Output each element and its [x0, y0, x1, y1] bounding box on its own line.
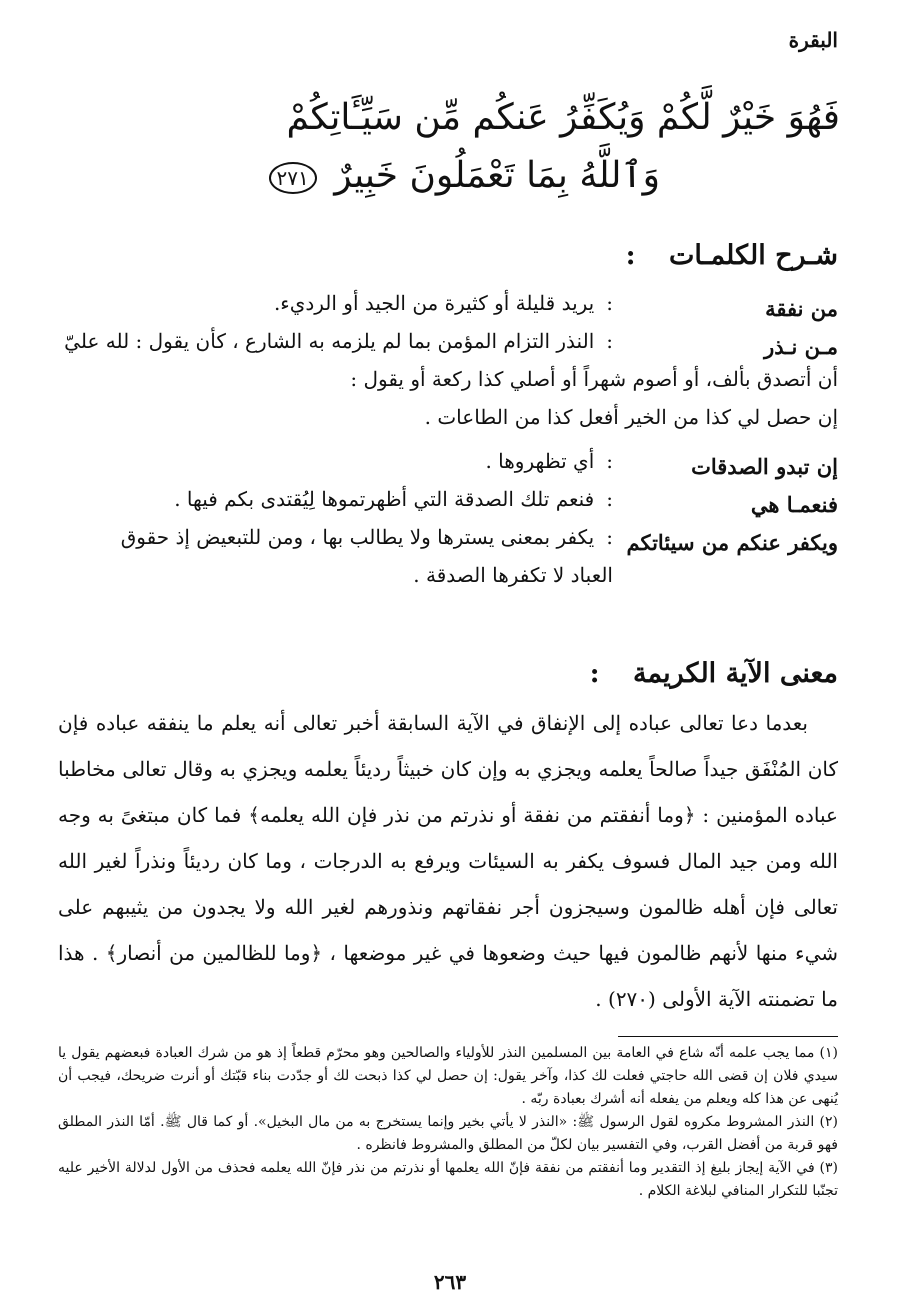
footnote-2: (٢) النذر المشروط مكروه لقول الرسول ﷺ: «النذر لا يأتي بخير وإنما يستخرج به من مال البخيل». أو كما قال ﷺ. أمّا النذر المطلق فهو قربة من أفضل القرب، وفي التفسير بيان لكلّ من المطلق والمشروط فانظره . — [58, 1114, 838, 1153]
definition-text: النذر التزام المؤمن بما لم يلزمه به الشارع ، كأن يقول : لله عليّ — [64, 329, 595, 353]
footnote-divider — [618, 1036, 838, 1037]
verse-line-2 — [60, 150, 660, 202]
word-definition — [58, 480, 613, 518]
word-term: فنعمـا هي — [750, 492, 838, 517]
word-definition — [58, 442, 613, 480]
definition-colon: : — [606, 329, 613, 353]
meaning-paragraph: بعدما دعا تعالى عباده إلى الإنفاق في الآية السابقة أخبر تعالى أنه يعلم ما ينفقه عباده فإن كان المُنْفَق جيداً صالحاً يعلمه ويجزي به وإن كان خبيثاً رديئاً يعلمه ويجزي به وقال تعالى مخاطبا عباده المؤمنين : ﴿وما أنفقتم من نفقة أو نذرتم من نذر فإن الله يعلمه﴾ فما كان مبتغىً به وجه الله ومن جيد المال فسوف يكفر به السيئات ويرفع به الدرجات ، وما كان رديئاً ونذراً لغير الله تعالى فإن أهله ظالمون وسيجزون أجر نفقاتهم ونذورهم لغير الله ولا يجدون من يثيبهم على شيء منها لأنهم ظالمون فيها حيث وضعوها في غير موضعها ، ﴿وما للظالمين من أنصار﴾ . هذا ما تضمنته الآية الأولى (٢٧٠) . — [58, 711, 838, 1011]
word-definition — [58, 322, 613, 360]
word-term: مـن نـذر — [764, 334, 838, 359]
definition-text: يكفر بمعنى يسترها ولا يطالب بها ، ومن للتبعيض إذ حقوق — [120, 525, 595, 549]
definition-continuation: إن حصل لي كذا من الخير أفعل كذا من الطاعات . — [424, 405, 838, 429]
words-heading-text: شـرح الكلمـات — [668, 240, 838, 271]
word-row — [58, 322, 838, 436]
word-row — [58, 518, 838, 594]
footnotes — [58, 1042, 838, 1203]
verse-number: ٢٧١ — [269, 162, 317, 194]
definition-colon: : — [606, 291, 613, 315]
surah-header: البقرة — [788, 28, 838, 52]
verse-line-2-text: وَٱللَّهُ بِمَا تَعْمَلُونَ خَبِيرٌ — [334, 155, 660, 196]
word-definition — [58, 518, 613, 556]
footnote-1: (١) مما يجب علمه أنّه شاع في العامة بين المسلمين النذر للأولياء والصالحين وهو محرّم قطعاً إذ هو من شرك العبادة فبعضهم يقول يا سيدي فلان إن قضى الله حاجتي فعلت لك كذا، وآخر يقول: إن حصل لي كذا ذبحت لك أو جدّدت بناء قبّتك أو أنرت ضريحك، فيجب أن يُنهى عن هذا كله ويعلم من يفعله أنه أشرك بعبادة ربّه . — [58, 1045, 838, 1107]
meaning-heading-colon: : — [589, 658, 600, 689]
definition-colon: : — [606, 487, 613, 511]
word-term: من نفقة — [765, 296, 838, 321]
definition-continuation: أن أتصدق بألف، أو أصوم شهراً أو أصلي كذا ركعة أو يقول : — [350, 367, 838, 391]
words-heading — [626, 240, 838, 271]
definition-continuation: العباد لا تكفرها الصدقة . — [413, 563, 613, 587]
words-heading-colon: : — [625, 240, 636, 271]
word-row — [58, 284, 838, 322]
word-term: ويكفر عنكم من سيئاتكم — [626, 530, 838, 555]
meaning-heading-text: معنى الآية الكريمة — [633, 658, 838, 689]
meaning-body — [58, 700, 838, 1022]
word-row — [58, 442, 838, 480]
words-list — [58, 284, 838, 594]
meaning-heading — [590, 658, 838, 689]
footnote-3: (٣) في الآية إيجاز بليغ إذ التقدير وما أنفقتم من نفقة فإنّ الله يعلمها أو نذرتم من نذر فإنّ الله يعلمه فحذف من الأول لدلالة الأخير عليه تجنّبا للتكرار المنافي لبلاغة الكلام . — [58, 1160, 838, 1199]
definition-text: فنعم تلك الصدقة التي أظهرتموها لِيُقتدى بكم فيها . — [174, 487, 595, 511]
definition-text: يريد قليلة أو كثيرة من الجيد أو الرديء. — [273, 291, 595, 315]
verse-line-1: فَهُوَ خَيْرٌ لَّكُمْ وَيُكَفِّرُ عَنكُم مِّن سَيِّـَٔاتِكُمْ — [286, 97, 840, 138]
definition-colon: : — [606, 525, 613, 549]
page-number: ٢٦٣ — [433, 1270, 467, 1294]
definition-text: أي تظهروها . — [485, 449, 595, 473]
word-definition — [58, 284, 613, 322]
word-row — [58, 480, 838, 518]
definition-colon: : — [606, 449, 613, 473]
word-term: إن تبدو الصدقات — [691, 454, 838, 479]
